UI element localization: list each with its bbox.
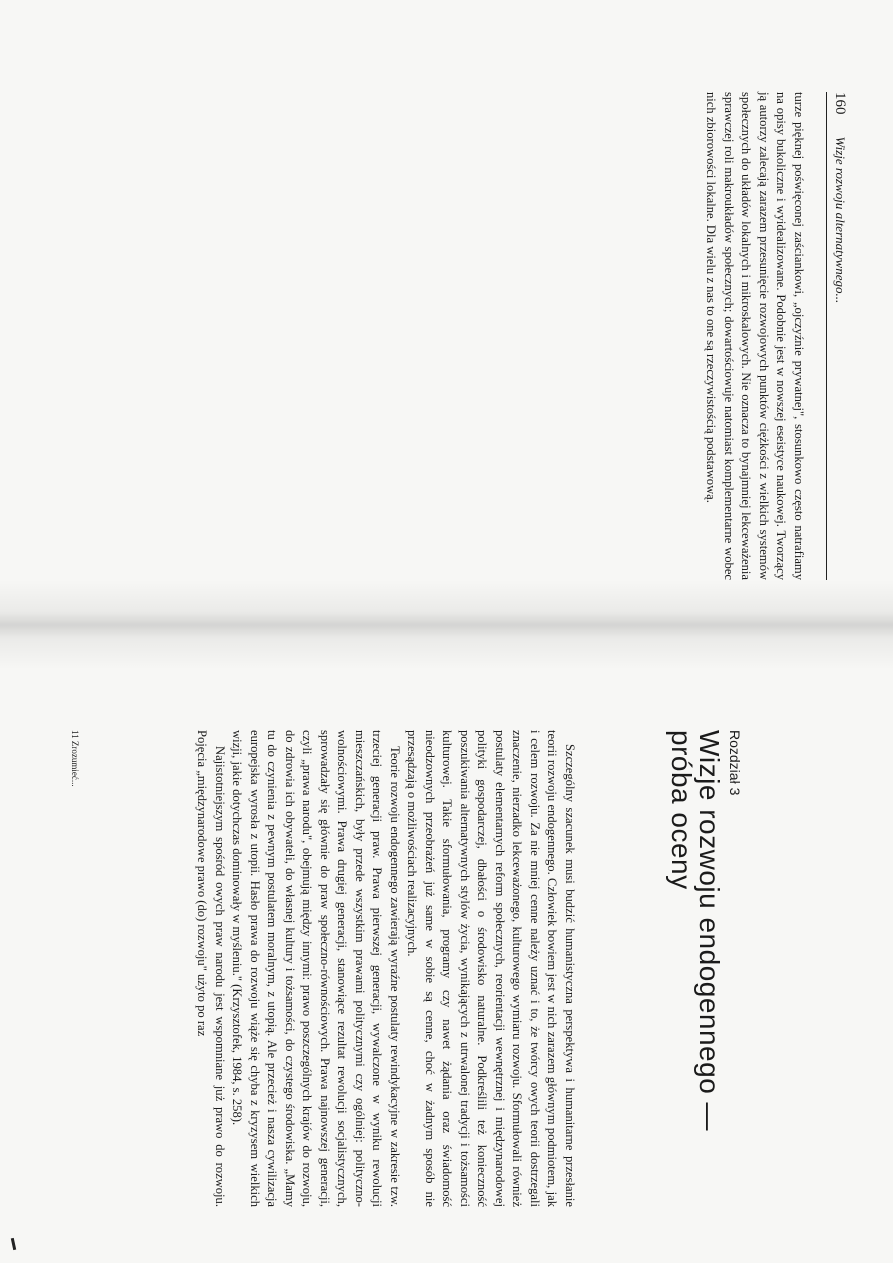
- chapter-title: [667, 730, 723, 1210]
- running-title: Wizje rozwoju alternatywnego...: [833, 136, 848, 304]
- right-body-text: [193, 730, 578, 1207]
- chapter-title-line: próba oceny: [666, 730, 697, 890]
- paragraph: Szczególny szacunek musi budzić humanistyczna perspektywa i humanitarne przesłanie teorii rozwoju endogennego. Człowiek bowiem jest w nich zarazem głównym podmiotem, jak i celem rozwoju. Za nie mniej cenne należy uznać i to, że twórcy owych teorii dostrzegali znaczenie, nierzadko lekceważonego, kulturowego wymiaru rozwoju. Sformułowali również postulaty elementarnych reform społecznych, reorientacji wewnętrznej i międzynarodowej polityki gospodarczej, dbałości o środowisko naturalne. Podkreślili też konieczność poszukiwania alternatywnych stylów życia, wynikających z utrwalonej tradycji i tożsamości kulturowej. Takie sformułowania, programy czy nawet żądania oraz świadomość nieodzownych przeobrażeń już same w sobie są cenne, choć w żadnym sposób nie przesądzają o możliwościach realizacyjnych.: [405, 730, 577, 1207]
- chapter-label: Rozdział 3: [727, 730, 743, 796]
- paragraph: Najistotniejszym spośród owych praw narodu jest wspomniane już prawo do rozwoju. Pojęcia „międzynarodowe prawo (do) rozwoju" użyto po raz: [195, 730, 227, 1207]
- chapter-title-line: Wizje rozwoju endogennego —: [694, 730, 725, 1132]
- right-page: [0, 630, 893, 1263]
- left-page: [0, 0, 893, 630]
- left-body-text: [702, 92, 807, 580]
- running-head: [826, 92, 851, 580]
- paragraph: turze pięknej poświęconej zaściankowi, „ojczyźnie prywatnej", stosunkowo często natrafiamy na opisy bukoliczne i wyidealizowane. Podobnie jest w nowszej eseistyce naukowej. Tworzący ją autorzy zalecają zarazem przesunięcie rozwojowych punktów ciężkości z wielkich systemów społecznych do układów lokalnych i mikroskalowych. Nie oznacza to bynajmniej lekceważenia sprawczej roli makroukładów społecznych; dowartościowuje natomiast komplementarne wobec nich zbiorowości lokalne. Dla wielu z nas to one są rzeczywistością podstawową.: [704, 92, 806, 580]
- page-number: 160: [832, 92, 848, 115]
- paragraph: Teorie rozwoju endogennego zawierają wyraźne postulaty rewindykacyjne w zakresie tzw. trzeciej generacji praw. Prawa pierwszej generacji, wywalczone w wyniku rewolucji mieszczańskich, były przede wszystkim prawami politycznymi czy ogólniej: polityczno-wolnościowymi. Prawa drugiej generacji, stanowiące rezultat rewolucji socjalistycznych, sprowadzały się głównie do praw społeczno-równościowych. Prawa najnowszej generacji, czyli „prawa narodu", obejmują między innymi: prawo poszczególnych krajów do rozwoju, do zdrowia ich obywateli, do własnej kultury i tożsamości, do czystego środowiska. „Mamy tu do czynienia z pewnym postulatem moralnym, z utopią. Ale przecież i nasza cywilizacja europejska wyrosła z utopii. Hasło prawa do rozwoju wiąże się chyba z kryzysem wielkich wizji, jakie dotychczas dominowały w myśleniu." (Krzysztofek, 1984, s. 258).: [230, 730, 402, 1207]
- footnote: 11 Zrozumieć...: [70, 730, 80, 787]
